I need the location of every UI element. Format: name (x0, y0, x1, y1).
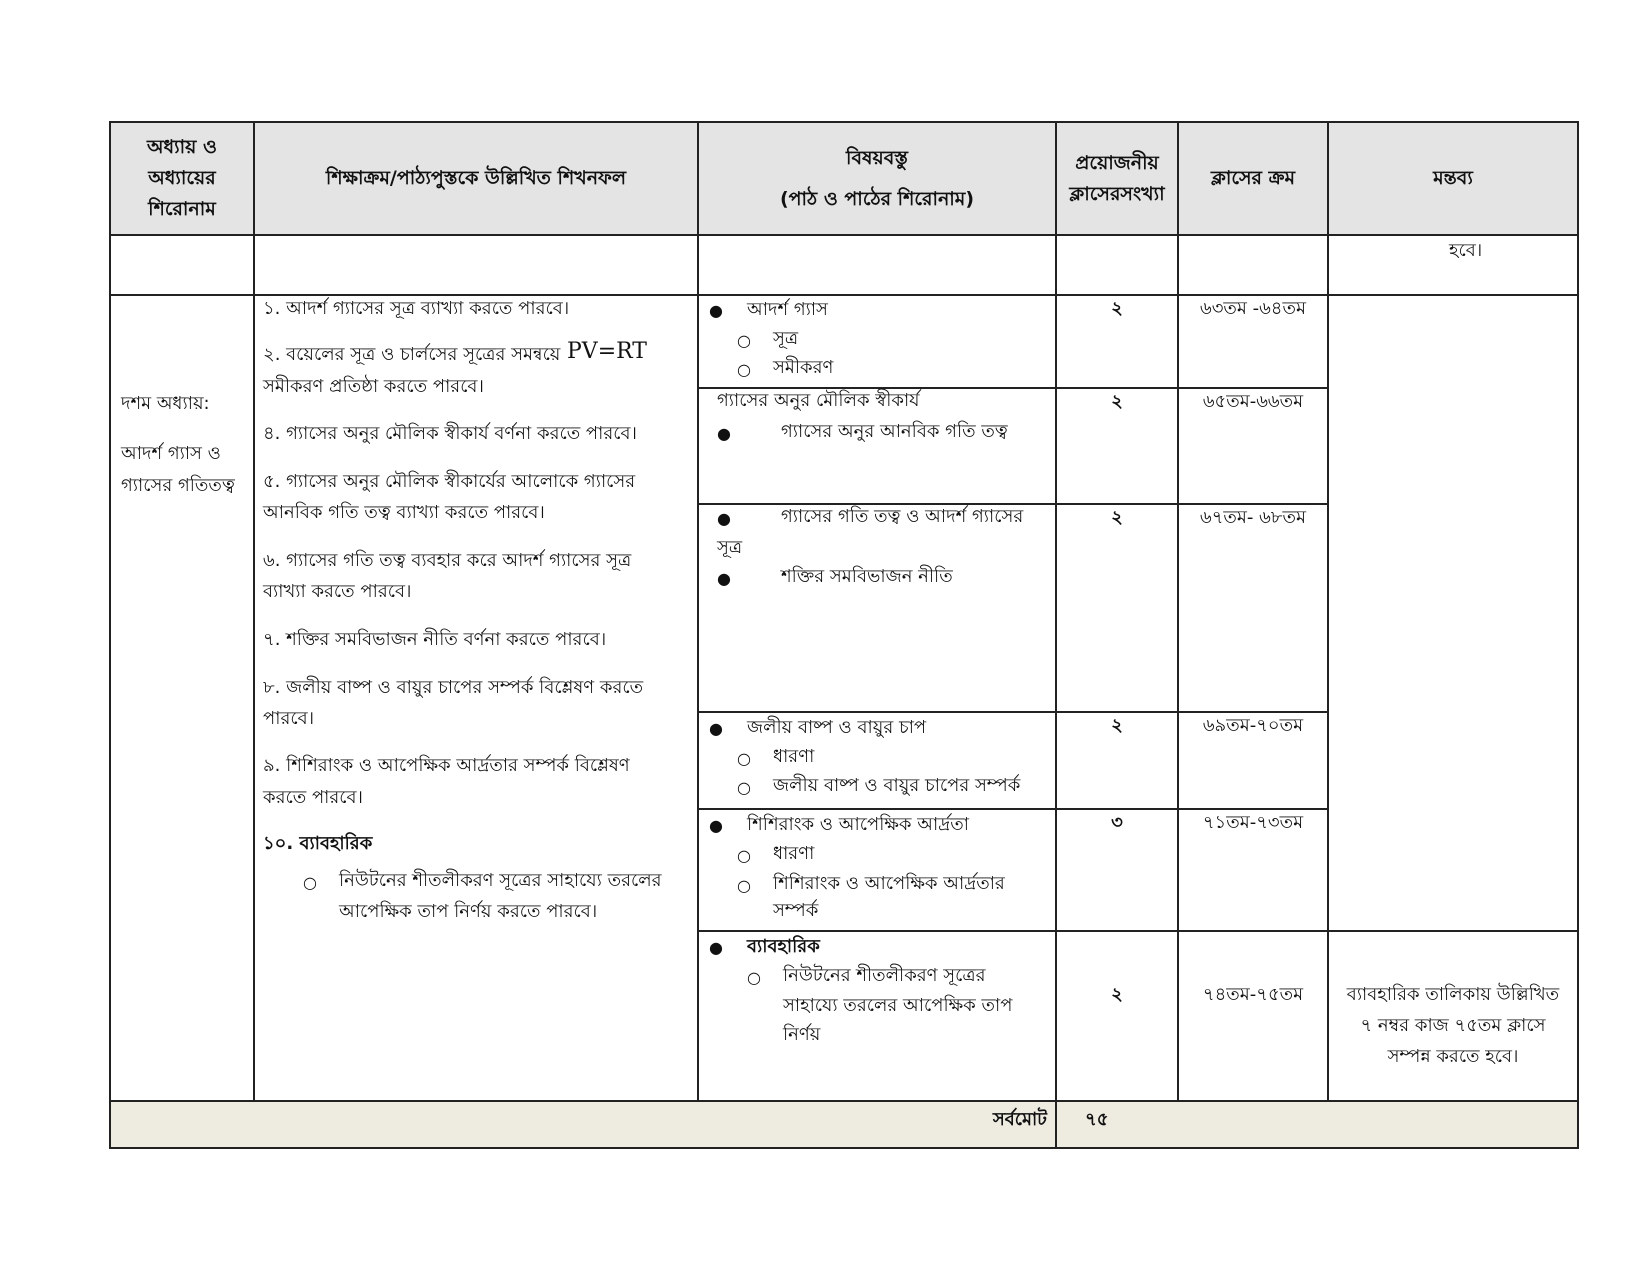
row2-order: ৬৫তম-৬৬তম (1202, 391, 1304, 412)
bullet: ● (709, 301, 723, 320)
row2-topic: গ্যাসের অনুর মৌলিক স্বীকার্য (717, 390, 920, 411)
row5-sub1: ধারণা (773, 843, 815, 864)
outcome-2b: সমীকরণ প্রতিষ্ঠা করতে পারবে। (263, 376, 484, 397)
row1-sub2: সমীকরণ (773, 357, 834, 378)
bullet: ● (709, 938, 723, 957)
outcome-4: ৪. গ্যাসের অনুর মৌলিক স্বীকার্য বর্ণনা করতে পারবে। (263, 423, 637, 444)
row5-sub2a: শিশিরাংক ও আপেক্ষিক আর্দ্রতার (773, 873, 1005, 894)
row4-sub2: জলীয় বাষ্প ও বায়ুর চাপের সম্পর্ক (773, 775, 1021, 796)
row6-sub1b: সাহায্যে তরলের আপেক্ষিক তাপ (783, 995, 1013, 1016)
row3-order: ৬৭তম- ৬৮তম (1199, 507, 1306, 528)
carry-over-remark: হবে। (1449, 240, 1483, 261)
bullet: ● (717, 509, 731, 528)
outcome-1: ১. আদর্শ গ্যাসের সূত্র ব্যাখ্যা করতে পারবে। (263, 298, 570, 319)
header-content: বিষয়বস্তু (পাঠ ও পাঠের শিরোনাম) (779, 146, 975, 210)
outcome-5a: ৫. গ্যাসের অনুর মৌলিক স্বীকার্যের আলোকে গ্যাসের (263, 471, 636, 492)
outcome-8a: ৮. জলীয় বাষ্প ও বায়ুর চাপের সম্পর্ক বিশ্লেষণ করতে (263, 677, 644, 698)
row4-sub1: ধারণা (773, 746, 815, 767)
row2-count: ২ (1111, 391, 1123, 412)
bullet: ○ (737, 749, 751, 768)
row3-topic-b: সূত্র (717, 537, 743, 558)
outcome-8b: পারবে। (263, 708, 315, 729)
row6-order: ৭৪তম-৭৫তম (1202, 984, 1304, 1005)
header-class-count: প্রয়োজনীয় ক্লাসেরসংখ্যা (1069, 151, 1165, 205)
bullet: ● (717, 569, 731, 588)
row5-count: ৩ (1111, 812, 1123, 833)
row6-remark: ব্যাবহারিক তালিকায় উল্লিখিত ৭ নম্বর কাজ ৭৫তম ক্লাসে সম্পন্ন করতে হবে। (1346, 984, 1560, 1067)
row1-sub1: সূত্র (773, 328, 799, 349)
bullet: ● (709, 816, 723, 835)
row5-sub2b: সম্পর্ক (773, 900, 819, 921)
chapter-title-line1: দশম অধ্যায়: (121, 393, 210, 414)
row1-topic: আদর্শ গ্যাস (747, 299, 828, 320)
outcome-6b: ব্যাখ্যা করতে পারবে। (263, 581, 412, 602)
row3-count: ২ (1111, 507, 1123, 528)
row5-topic: শিশিরাংক ও আপেক্ষিক আর্দ্রতা (747, 814, 969, 835)
total-value: ৭৫ (1085, 1109, 1109, 1130)
bullet: ○ (737, 778, 751, 797)
outcome-10-heading: ১০. ব্যাবহারিক (263, 833, 373, 854)
row1-count: ২ (1111, 298, 1123, 319)
outcome-7: ৭. শক্তির সমবিভাজন নীতি বর্ণনা করতে পারবে। (263, 629, 607, 650)
row2-sub1: গ্যাসের অনুর আনবিক গতি তত্ব (781, 421, 1008, 442)
row3-topic-a: গ্যাসের গতি তত্ব ও আদর্শ গ্যাসের (781, 506, 1024, 527)
row6-topic: ব্যাবহারিক (747, 936, 820, 957)
row6-sub1a: নিউটনের শীতলীকরণ সূত্রের (783, 965, 986, 986)
outcome-5b: আনবিক গতি তত্ব ব্যাখ্যা করতে পারবে। (263, 502, 545, 523)
outcome-9a: ৯. শিশিরাংক ও আপেক্ষিক আর্দ্রতার সম্পর্ক বিশ্লেষণ (263, 755, 630, 776)
row6-count: ২ (1111, 984, 1123, 1005)
row6-sub1c: নির্ণয় (783, 1024, 821, 1045)
outcome-10b: আপেক্ষিক তাপ নির্ণয় করতে পারবে। (339, 901, 598, 922)
chapter-title-line2: আদর্শ গ্যাস ও (121, 443, 221, 464)
row3-sub1: শক্তির সমবিভাজন নীতি (781, 566, 953, 587)
outcome-10a: নিউটনের শীতলীকরণ সূত্রের সাহায্যে তরলের (339, 870, 662, 891)
bullet: ● (717, 424, 731, 443)
row1-order: ৬৩তম -৬৪তম (1199, 298, 1306, 319)
course-plan-table (109, 121, 1579, 1149)
header-remarks: মন্তব্য (1433, 167, 1473, 189)
bullet: ● (709, 719, 723, 738)
header-class-order: ক্লাসের ক্রম (1210, 167, 1296, 189)
bullet: ○ (737, 331, 751, 350)
outcome-2-formula: PV=RT (567, 339, 647, 364)
bullet: ○ (737, 846, 751, 865)
header-chapter: অধ্যায় ও অধ্যায়ের শিরোনাম (147, 136, 217, 220)
total-label: সর্বমোট (992, 1109, 1047, 1130)
chapter-title-line3: গ্যাসের গতিতত্ব (121, 475, 235, 496)
row5-order: ৭১তম-৭৩তম (1202, 812, 1304, 833)
outcome-10-bullet: ○ (303, 873, 317, 892)
outcome-6a: ৬. গ্যাসের গতি তত্ব ব্যবহার করে আদর্শ গ্যাসের সূত্র (263, 550, 632, 571)
bullet: ○ (747, 968, 761, 987)
row4-order: ৬৯তম-৭০তম (1202, 715, 1304, 736)
outcome-2a: ২. বয়েলের সূত্র ও চার্লসের সূত্রের সমন্বয়ে (263, 344, 561, 365)
row4-count: ২ (1111, 715, 1123, 736)
total-row (111, 1102, 1577, 1147)
header-learning-outcomes: শিক্ষাক্রম/পাঠ্যপুস্তকে উল্লিখিত শিখনফল (325, 167, 627, 189)
bullet: ○ (737, 360, 751, 379)
row4-topic: জলীয় বাষ্প ও বায়ুর চাপ (747, 717, 927, 738)
bullet: ○ (737, 876, 751, 895)
outcome-9b: করতে পারবে। (263, 787, 363, 808)
